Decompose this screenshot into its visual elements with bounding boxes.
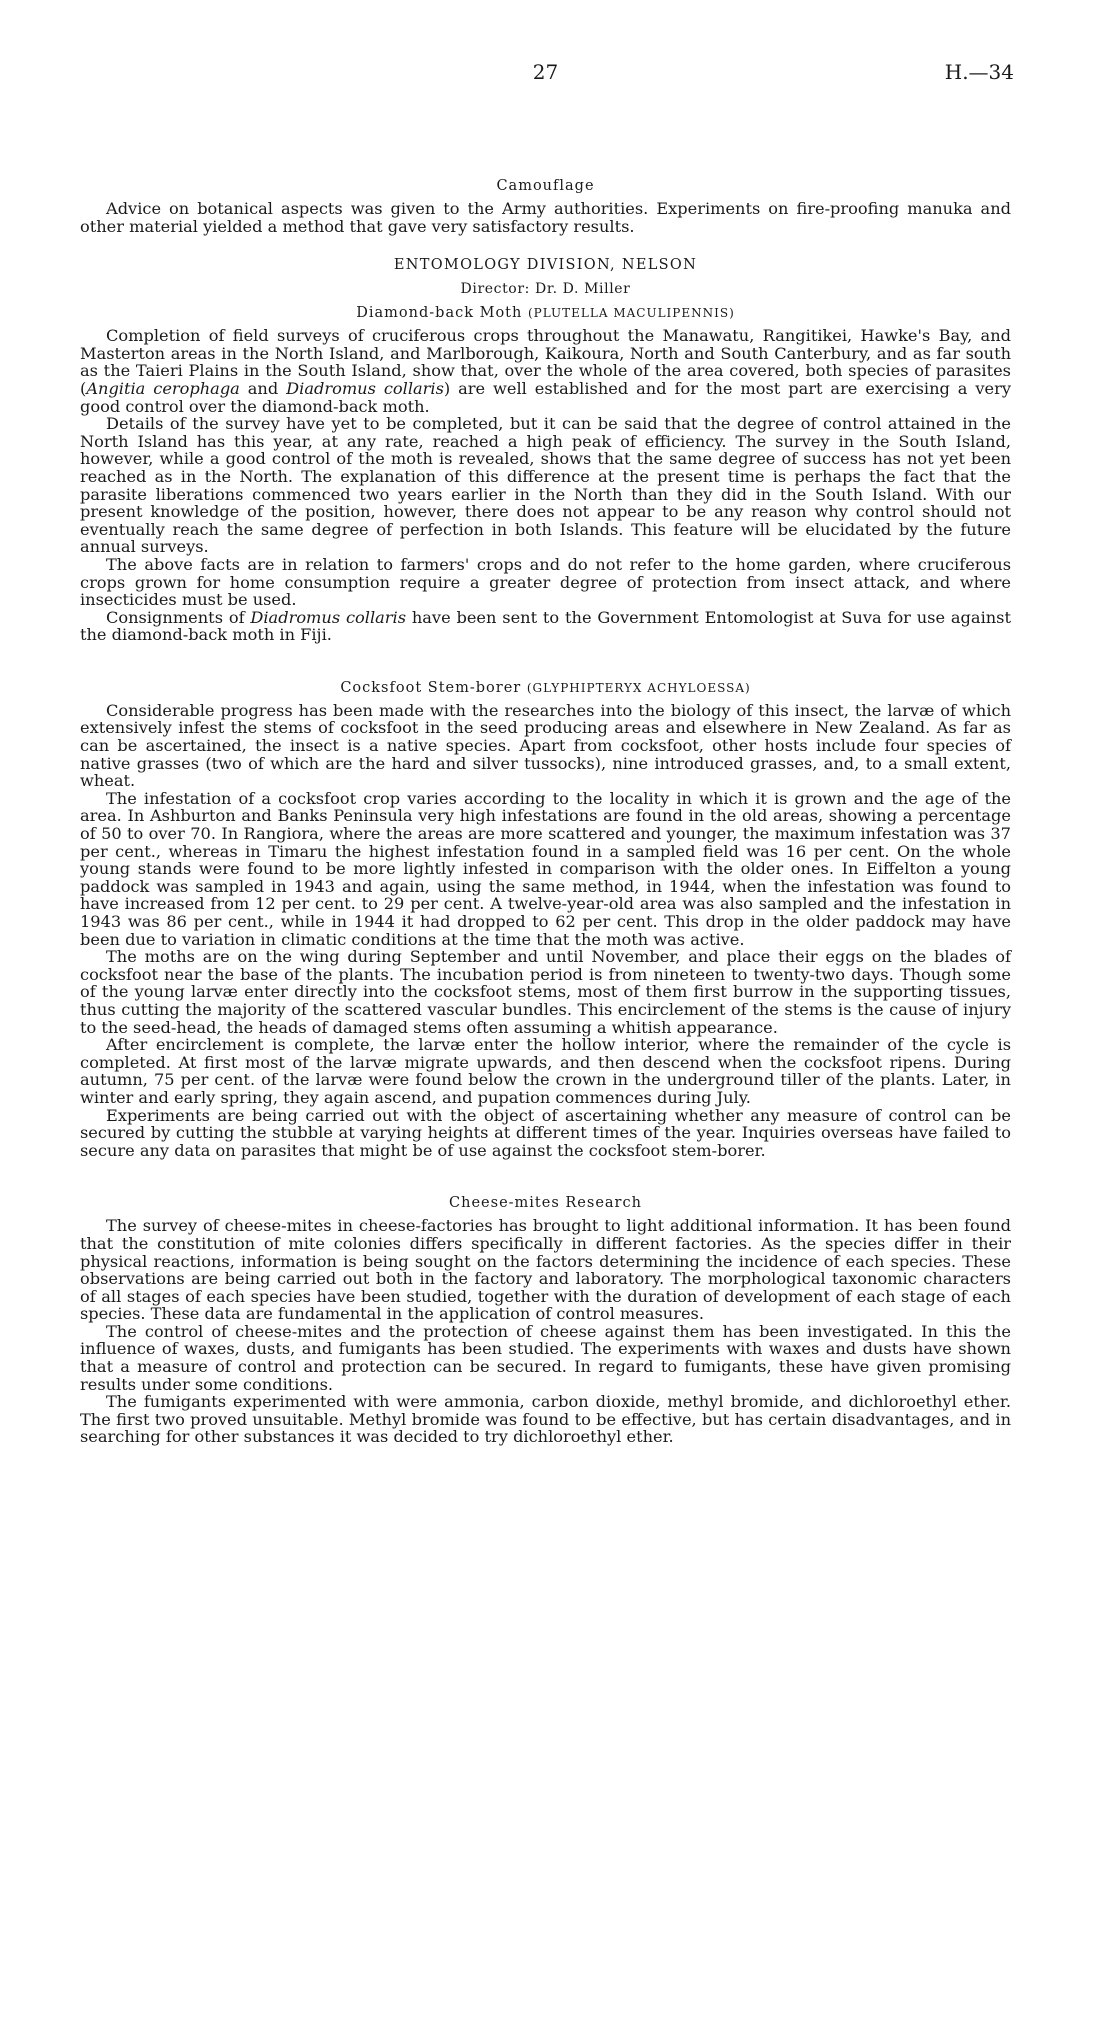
paragraph: The moths are on the wing during September and until November, and place their eggs on the blades of cocksfoot near the base of the plants. The incubation period is from nineteen to twenty-two days. Though some of the young larvæ enter directly into the cocksfoot stems, most of them first burrow in the supporting tissues, thus cutting the majority of the scattered vascular bundles. This encirclement of the stems is the cause of injury to the seed-head, the heads of damaged stems often assuming a whitish appearance.: [80, 947, 1011, 1037]
paragraph: Completion of field surveys of cruciferous crops throughout the Manawatu, Rangitikei, Hawke's Bay, and Masterton areas in the North Island, and Marlborough, Kaikoura, North and South Canterbury, and as far south as the Taieri Plains in the South Island, show that, over the whole of the area covered, both species of parasites (Angitia cerophaga and Diadromus collaris) are well established and for the most part are exercising a very good control over the diamond-back moth.: [80, 326, 1012, 416]
director-line: [80, 281, 1011, 297]
heading-main: Diamond-back Moth: [356, 305, 523, 322]
paragraph: Considerable progress has been made with the researches into the biology of this insect, the larvæ of which extensively infest the stems of cocksfoot in the seed producing areas and elsewhere in New Zealand. As far as can be ascertained, the insect is a native species. Apart from cocksfoot, other hosts include four species of native grasses (two of which are the hard and silver tussocks), nine introduced grasses, and, to a small extent, wheat.: [80, 700, 1011, 791]
paragraph: After encirclement is complete, the larvæ enter the hollow interior, where the remainder of the cycle is completed. At first most of the larvæ migrate upwards, and then descend when the cocksfoot ripens. During autumn, 75 per cent. of the larvæ were found below the crown in the underground tiller of the plants. Later, in winter and early spring, they again ascend, and pupation commences during July.: [80, 1035, 1011, 1107]
paragraph: The control of cheese-mites and the protection of cheese against them has been investigated. In this the influence of waxes, dusts, and fumigants has been studied. The experiments with waxes and dusts have shown that a measure of control and protection can be secured. In regard to fumigants, these have given promising results under some conditions.: [80, 1321, 1011, 1394]
paragraph: Details of the survey have yet to be completed, but it can be said that the degree of control attained in the North Island has this year, at any rate, reached a high peak of efficiency. The survey in the South Island, however, while a good control of the moth is revealed, shows that the same degree of success has not yet been reached as in the North. The explanation of this difference at the present time is perhaps the fact that the parasite liberations commenced two years earlier in the North than they did in the South Island. With our present knowledge of the position, however, there does not appear to be any reason why control should not eventually reach the same degree of perfection in both Islands. This feature will be elucidated by the future annual surveys.: [80, 414, 1011, 557]
paragraph: Experiments are being carried out with the object of ascertaining whether any measure of control can be secured by cutting the stubble at varying heights at different times of the year. Inquiries overseas have failed to secure any data on parasites that might be of use against the cocksfoot stem-borer.: [80, 1105, 1011, 1160]
division-title: ENTOMOLOGY DIVISION, NELSON: [393, 257, 698, 274]
section-camouflage: [80, 178, 1011, 235]
paragraph: The above facts are in relation to farmers' crops and do not refer to the home garden, where cruciferous crops grown for home consumption require a greater degree of protection from insect attack, and where insecticides must be used.: [80, 554, 1011, 610]
species-name: Diadromus collaris: [250, 607, 407, 627]
paragraph: Consignments of Diadromus collaris have been sent to the Government Entomologist at Suva for use against the diamond-back moth in Fiji.: [80, 607, 1011, 645]
page-header: [80, 60, 1014, 94]
paragraph: The survey of cheese-mites in cheese-factories has brought to light additional information. It has been found that the constitution of mite colonies differs specifically in different factories. As the species differ in their physical reactions, information is being sought on the factors determining the incidence of each species. These observations are being carried out both in the factory and laboratory. The morphological taxonomic characters of all stages of each species have been studied, together with the duration of development of each stage of each species. These data are fundamental in the application of control measures.: [80, 1216, 1011, 1324]
director-name: Dr. D. Miller: [535, 281, 631, 298]
section-cocksfoot-stem-borer: [80, 680, 1011, 1159]
section-heading-diamond-back-moth: [80, 305, 1011, 321]
paragraph: Advice on botanical aspects was given to the Army authorities. Experiments on fire-proofing manuka and other material yielded a method that gave very satisfactory results.: [80, 199, 1011, 236]
section-diamond-back-moth: [80, 305, 1011, 644]
heading-latin: (GLYPHIPTERYX ACHYLOESSA): [526, 680, 751, 695]
heading-main: Cocksfoot Stem-borer: [340, 679, 522, 696]
section-heading-camouflage: Camouflage: [496, 178, 595, 194]
section-heading-cocksfoot: [80, 680, 1011, 696]
paragraph: The infestation of a cocksfoot crop varies according to the locality in which it is grown and the age of the area. In Ashburton and Banks Peninsula very high infestations are found in the old areas, showing a percentage of 50 to over 70. In Rangiora, where the areas are more scattered and younger, the maximum infestation was 37 per cent., whereas in Timaru the highest infestation found in a sampled field was 16 per cent. On the whole young stands were found to be more lightly infested in comparison with the older ones. In Eiffelton a young paddock was sampled in 1943 and again, using the same method, in 1944, when the infestation was found to have increased from 12 per cent. to 29 per cent. A twelve-year-old area was also sampled and the infestation in 1943 was 86 per cent., while in 1944 it had dropped to 62 per cent. This drop in the older paddock may have been due to variation in climatic conditions at the time that the moth was active.: [80, 788, 1011, 949]
species-name: Angitia cerophaga: [86, 378, 240, 398]
page-number: 27: [532, 60, 559, 84]
report-id: H.—34: [944, 60, 1014, 84]
species-name: Diadromus collaris: [286, 378, 444, 398]
director-label: Director:: [460, 281, 530, 298]
section-heading-cheese-mites: Cheese-mites Research: [449, 1195, 642, 1212]
heading-latin: (PLUTELLA MACULIPENNIS): [527, 306, 735, 321]
paragraph: The fumigants experimented with were ammonia, carbon dioxide, methyl bromide, and dichloroethyl ether. The first two proved unsuitable. Methyl bromide was found to be effective, but has certain disadvantages, and in searching for other substances it was decided to try dichloroethyl ether.: [80, 1392, 1011, 1447]
section-cheese-mites-research: [80, 1195, 1011, 1446]
